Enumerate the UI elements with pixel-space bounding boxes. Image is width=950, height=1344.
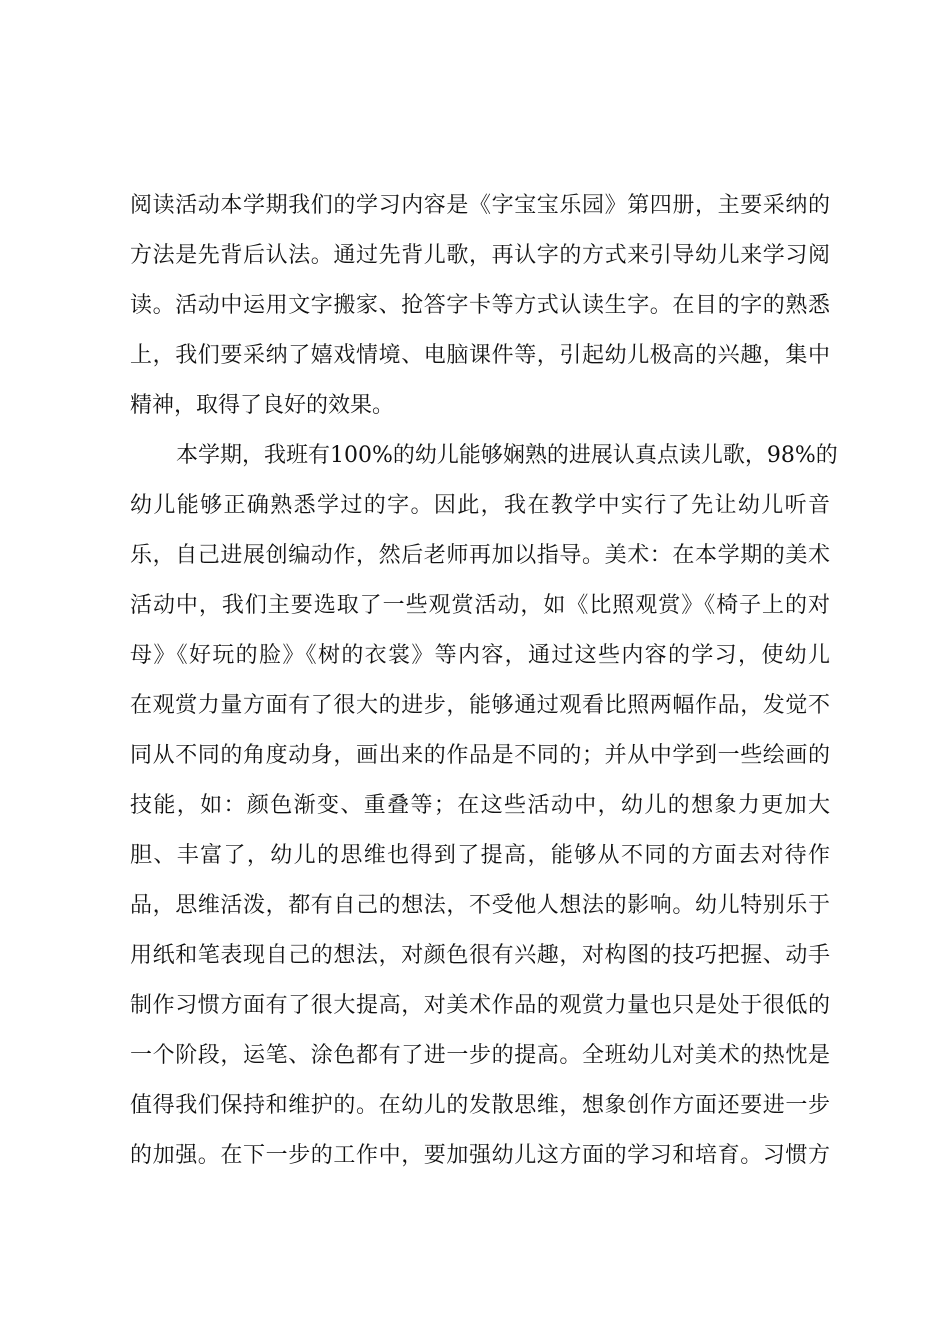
text-line: 一个阶段，运笔、涂色都有了进一步的提高。全班幼儿对美术的热忱是	[130, 1043, 830, 1068]
text-line: 阅读活动本学期我们的学习内容是《字宝宝乐园》第四册，主要采纳的	[130, 193, 830, 218]
text-line: 技能，如：颜色渐变、重叠等；在这些活动中，幼儿的想象力更加大	[130, 793, 830, 818]
text-line: 母》《好玩的脸》《树的衣裳》等内容，通过这些内容的学习，使幼儿	[130, 643, 830, 668]
text-line: 的加强。在下一步的工作中，要加强幼儿这方面的学习和培育。习惯方	[130, 1143, 830, 1168]
text-line: 乐，自己进展创编动作，然后老师再加以指导。美术：在本学期的美术	[130, 543, 830, 568]
text-line: 精神，取得了良好的效果。	[130, 393, 395, 418]
text-line: 同从不同的角度动身，画出来的作品是不同的；并从中学到一些绘画的	[130, 743, 830, 768]
text-line: 上，我们要采纳了嬉戏情境、电脑课件等，引起幼儿极高的兴趣，集中	[130, 343, 830, 368]
text-line: 活动中，我们主要选取了一些观赏活动，如《比照观赏》《椅子上的对	[130, 593, 830, 618]
text-line: 方法是先背后认法。通过先背儿歌，再认字的方式来引导幼儿来学习阅	[130, 243, 830, 268]
text-line: 在观赏力量方面有了很大的进步，能够通过观看比照两幅作品，发觉不	[130, 693, 830, 718]
text-line: 本学期，我班有100%的幼儿能够娴熟的进展认真点读儿歌，98%的	[176, 443, 838, 468]
text-line: 制作习惯方面有了很大提高，对美术作品的观赏力量也只是处于很低的	[130, 993, 830, 1018]
text-line: 读。活动中运用文字搬家、抢答字卡等方式认读生字。在目的字的熟悉	[130, 293, 830, 318]
text-line: 幼儿能够正确熟悉学过的字。因此，我在教学中实行了先让幼儿听音	[130, 493, 830, 518]
text-line: 值得我们保持和维护的。在幼儿的发散思维，想象创作方面还要进一步	[130, 1093, 830, 1118]
text-line: 品，思维活泼，都有自己的想法，不受他人想法的影响。幼儿特别乐于	[130, 893, 830, 918]
text-line: 用纸和笔表现自己的想法，对颜色很有兴趣，对构图的技巧把握、动手	[130, 943, 830, 968]
text-line: 胆、丰富了，幼儿的思维也得到了提高，能够从不同的方面去对待作	[130, 843, 830, 868]
